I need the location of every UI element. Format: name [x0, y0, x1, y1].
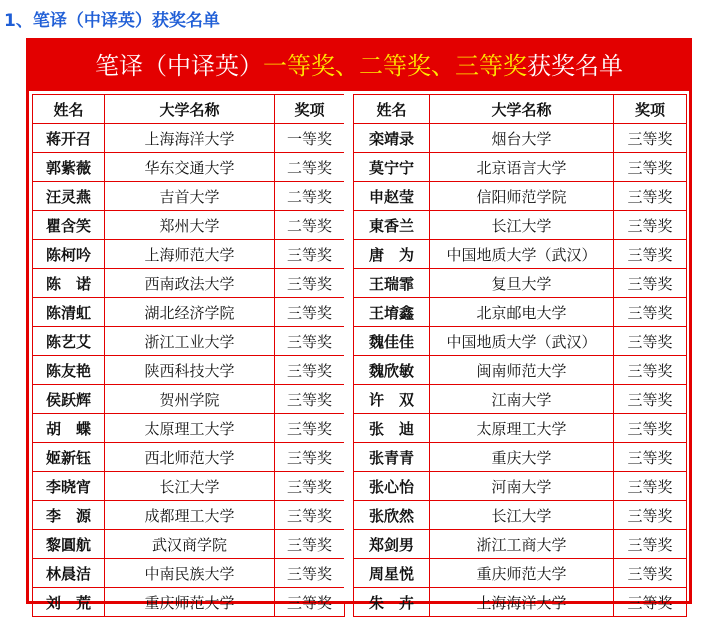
award-table-right-body	[354, 124, 687, 617]
cell-university: 信阳师范学院	[430, 182, 614, 211]
cell-university: 长江大学	[430, 501, 614, 530]
table-row	[354, 269, 687, 298]
cell-name: 蒋开召	[33, 124, 105, 153]
table-row	[354, 559, 687, 588]
cell-award: 三等奖	[614, 240, 687, 269]
cell-university: 华东交通大学	[105, 153, 275, 182]
cell-university: 中国地质大学（武汉）	[430, 327, 614, 356]
cell-name: 李 源	[33, 501, 105, 530]
table-row	[33, 240, 345, 269]
table-row	[33, 501, 345, 530]
cell-award: 三等奖	[614, 501, 687, 530]
cell-name: 张心怡	[354, 472, 430, 501]
table-gap	[344, 94, 353, 601]
cell-university: 长江大学	[430, 211, 614, 240]
cell-name: 王堉鑫	[354, 298, 430, 327]
cell-university: 重庆师范大学	[105, 588, 275, 617]
cell-award: 三等奖	[275, 414, 345, 443]
cell-name: 魏欣敏	[354, 356, 430, 385]
cell-university: 烟台大学	[430, 124, 614, 153]
table-row	[33, 211, 345, 240]
cell-name: 张 迪	[354, 414, 430, 443]
cell-name: 汪灵燕	[33, 182, 105, 211]
cell-university: 西北师范大学	[105, 443, 275, 472]
cell-name: 郑剑男	[354, 530, 430, 559]
section-heading: 1、笔译（中译英）获奖名单	[4, 11, 220, 31]
table-row	[33, 385, 345, 414]
cell-award: 三等奖	[614, 472, 687, 501]
cell-university: 成都理工大学	[105, 501, 275, 530]
cell-university: 中国地质大学（武汉）	[430, 240, 614, 269]
cell-name: 朱 卉	[354, 588, 430, 617]
award-list-frame	[26, 38, 692, 612]
table-row	[354, 356, 687, 385]
cell-university: 重庆大学	[430, 443, 614, 472]
table-row	[33, 153, 345, 182]
table-row	[354, 530, 687, 559]
cell-university: 上海师范大学	[105, 240, 275, 269]
table-row	[33, 414, 345, 443]
cell-award: 三等奖	[614, 559, 687, 588]
table-row	[354, 298, 687, 327]
cell-university: 浙江工商大学	[430, 530, 614, 559]
cell-award: 三等奖	[614, 530, 687, 559]
cell-university: 长江大学	[105, 472, 275, 501]
cell-award: 三等奖	[614, 269, 687, 298]
cell-university: 北京语言大学	[430, 153, 614, 182]
cell-name: 黎圓航	[33, 530, 105, 559]
cell-award: 三等奖	[614, 211, 687, 240]
award-list-banner	[29, 41, 689, 91]
cell-name: 陈友艳	[33, 356, 105, 385]
cell-name: 张欣然	[354, 501, 430, 530]
cell-name: 申赵莹	[354, 182, 430, 211]
column-header-university: 大学名称	[105, 95, 275, 124]
table-row	[33, 559, 345, 588]
cell-award: 三等奖	[275, 588, 345, 617]
table-row	[33, 356, 345, 385]
table-row	[33, 124, 345, 153]
cell-university: 贺州学院	[105, 385, 275, 414]
table-row	[354, 588, 687, 617]
cell-award: 三等奖	[614, 414, 687, 443]
cell-name: 陈柯吟	[33, 240, 105, 269]
cell-name: 陈 诺	[33, 269, 105, 298]
cell-university: 太原理工大学	[430, 414, 614, 443]
cell-award: 二等奖	[275, 153, 345, 182]
cell-name: 李晓宵	[33, 472, 105, 501]
cell-name: 東香兰	[354, 211, 430, 240]
cell-award: 二等奖	[275, 182, 345, 211]
cell-name: 王瑞霏	[354, 269, 430, 298]
cell-university: 郑州大学	[105, 211, 275, 240]
cell-university: 河南大学	[430, 472, 614, 501]
banner-title-part1: 笔译（中译英）	[95, 52, 263, 80]
cell-name: 陈清虹	[33, 298, 105, 327]
table-row	[354, 124, 687, 153]
table-row	[33, 588, 345, 617]
table-row	[354, 327, 687, 356]
cell-name: 许 双	[354, 385, 430, 414]
table-row	[33, 472, 345, 501]
cell-university: 北京邮电大学	[430, 298, 614, 327]
table-row	[354, 385, 687, 414]
column-header-name: 姓名	[354, 95, 430, 124]
cell-name: 唐 为	[354, 240, 430, 269]
cell-name: 周星悦	[354, 559, 430, 588]
table-row	[354, 443, 687, 472]
cell-university: 吉首大学	[105, 182, 275, 211]
cell-university: 闽南师范大学	[430, 356, 614, 385]
cell-award: 三等奖	[275, 443, 345, 472]
cell-name: 林晨洁	[33, 559, 105, 588]
table-row	[33, 443, 345, 472]
column-header-award: 奖项	[275, 95, 345, 124]
table-row	[33, 298, 345, 327]
cell-award: 三等奖	[614, 327, 687, 356]
cell-award: 三等奖	[275, 559, 345, 588]
cell-name: 侯跃辉	[33, 385, 105, 414]
cell-university: 太原理工大学	[105, 414, 275, 443]
cell-university: 西南政法大学	[105, 269, 275, 298]
cell-name: 张青青	[354, 443, 430, 472]
award-table-left	[32, 94, 345, 617]
cell-name: 魏佳佳	[354, 327, 430, 356]
cell-award: 二等奖	[275, 211, 345, 240]
table-row	[33, 327, 345, 356]
cell-university: 复旦大学	[430, 269, 614, 298]
column-header-name: 姓名	[33, 95, 105, 124]
cell-award: 三等奖	[275, 298, 345, 327]
cell-award: 三等奖	[275, 356, 345, 385]
cell-award: 三等奖	[275, 501, 345, 530]
cell-award: 三等奖	[275, 269, 345, 298]
cell-university: 陕西科技大学	[105, 356, 275, 385]
cell-university: 中南民族大学	[105, 559, 275, 588]
cell-name: 瞿含笑	[33, 211, 105, 240]
cell-name: 姬新钰	[33, 443, 105, 472]
cell-award: 三等奖	[614, 385, 687, 414]
cell-university: 浙江工业大学	[105, 327, 275, 356]
table-header-row	[354, 95, 687, 124]
cell-university: 武汉商学院	[105, 530, 275, 559]
cell-award: 一等奖	[275, 124, 345, 153]
table-row	[354, 472, 687, 501]
cell-award: 三等奖	[614, 182, 687, 211]
column-header-award: 奖项	[614, 95, 687, 124]
table-row	[354, 211, 687, 240]
column-header-university: 大学名称	[430, 95, 614, 124]
cell-name: 郭紫薇	[33, 153, 105, 182]
cell-name: 莫宁宁	[354, 153, 430, 182]
cell-name: 陈艺艾	[33, 327, 105, 356]
cell-name: 胡 蝶	[33, 414, 105, 443]
table-row	[354, 182, 687, 211]
table-row	[33, 530, 345, 559]
cell-award: 三等奖	[275, 385, 345, 414]
award-table-left-body	[33, 124, 345, 617]
cell-award: 三等奖	[275, 327, 345, 356]
banner-title-part3: 获奖名单	[527, 52, 623, 80]
cell-award: 三等奖	[275, 240, 345, 269]
cell-award: 三等奖	[614, 443, 687, 472]
cell-award: 三等奖	[275, 530, 345, 559]
cell-award: 三等奖	[614, 588, 687, 617]
cell-university: 湖北经济学院	[105, 298, 275, 327]
cell-award: 三等奖	[614, 124, 687, 153]
cell-university: 重庆师范大学	[430, 559, 614, 588]
banner-title-awards: 一等奖、二等奖、三等奖	[263, 52, 527, 80]
table-row	[33, 182, 345, 211]
award-table-right	[353, 94, 687, 617]
table-row	[354, 240, 687, 269]
table-header-row	[33, 95, 345, 124]
cell-university: 上海海洋大学	[430, 588, 614, 617]
cell-award: 三等奖	[614, 356, 687, 385]
table-row	[354, 414, 687, 443]
table-row	[354, 501, 687, 530]
cell-name: 刘 荒	[33, 588, 105, 617]
table-row	[33, 269, 345, 298]
table-row	[354, 153, 687, 182]
cell-award: 三等奖	[614, 153, 687, 182]
cell-name: 栾靖录	[354, 124, 430, 153]
cell-award: 三等奖	[614, 298, 687, 327]
cell-university: 江南大学	[430, 385, 614, 414]
cell-university: 上海海洋大学	[105, 124, 275, 153]
cell-award: 三等奖	[275, 472, 345, 501]
